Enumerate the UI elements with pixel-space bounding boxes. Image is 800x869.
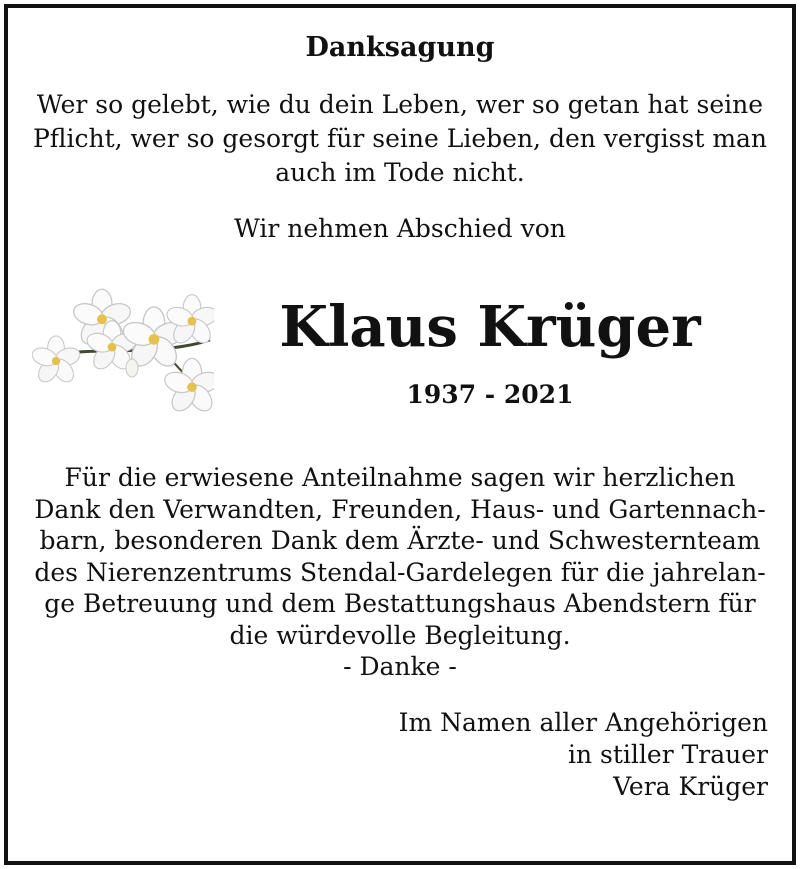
signature-block [268,707,768,803]
thanks-line: Für die erwiesene Anteilnahme sagen wir herzlichen [64,463,736,492]
farewell-intro: Wir nehmen Abschied von [234,214,566,243]
thanks-line: Dank den Verwandten, Freunden, Haus- und Gartennach- [34,494,766,524]
thanks-line: ge Betreuung und dem Bestattungshaus Abendstern für [44,589,756,618]
thanks-line: des Nierenzentrums Stendal-Gardelegen für die jahrelan- [34,557,766,587]
signature-name: Vera Krüger [613,772,768,801]
orchid-image [32,278,214,430]
thanks-closing: - Danke - [343,652,457,681]
signature-line: in stiller Trauer [568,740,768,769]
notice-title: Danksagung [305,32,495,63]
thanks-line: die würdevolle Begleitung. [229,620,571,650]
life-years: 1937 - 2021 [406,380,574,409]
memorial-verse [20,88,780,190]
thanks-text [20,462,780,683]
deceased-name: Klaus Krüger [279,294,701,360]
verse-line: Wer so gelebt, wie du dein Leben, wer so getan hat seine [36,90,764,119]
signature-line: Im Namen aller Angehörigen [398,708,768,737]
thanks-line: barn, besonderen Dank dem Ärzte- und Schwesternteam [39,526,761,555]
verse-line: auch im Tode nicht. [275,158,525,187]
verse-line: Pflicht, wer so gesorgt für seine Lieben, den vergisst man [32,124,768,153]
